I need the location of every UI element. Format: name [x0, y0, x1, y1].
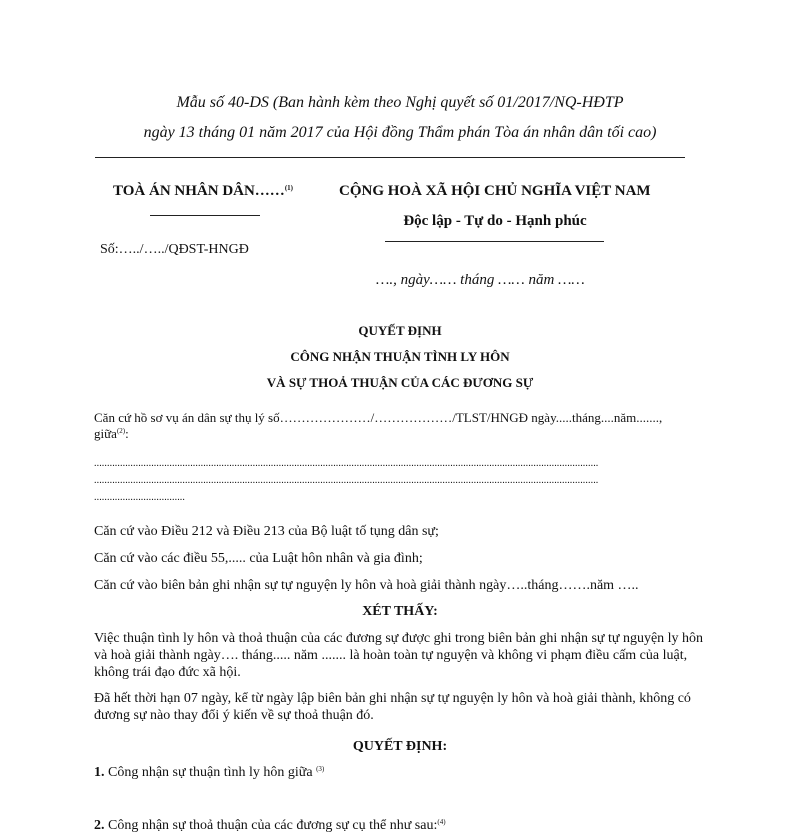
basis-reconciliation-record: Căn cứ vào biên bản ghi nhận sự tự nguyện ly hôn và hoà giải thành ngày…..tháng…….năm …..: [94, 578, 639, 593]
decision-item-2: [94, 818, 446, 834]
finding-paragraph-1: Việc thuận tình ly hôn và thoả thuận của các đương sự được ghi trong biên bản ghi nhận sự tự nguyện ly hôn và hoà giải thành ngày…. tháng..... năm ....... là hoàn toàn tự nguyện và không vi phạm điều cấm của luật, không trái đạo đức xã hội.: [94, 631, 704, 680]
document-subtitle-2: VÀ SỰ THOẢ THUẬN CỦA CÁC ĐƯƠNG SỰ: [266, 375, 534, 390]
basis-parties-footnote: (2): [116, 427, 126, 435]
court-underline: [150, 215, 260, 216]
decision-heading: QUYẾT ĐỊNH:: [352, 739, 448, 754]
decision-item-2-text: Công nhận sự thoả thuận của các đương sự cụ thể như sau:: [104, 818, 438, 833]
finding-heading: XÉT THẤY:: [362, 604, 438, 619]
finding-paragraph-2: Đã hết thời hạn 07 ngày, kể từ ngày lập biên bản ghi nhận sự tự nguyện ly hôn và hoà giải thành, không có đương sự nào thay đổi ý kiến về sự thoả thuận đó.: [94, 691, 691, 723]
decision-item-1-footnote: (3): [316, 765, 325, 773]
decision-item-1: [94, 765, 324, 781]
basis-case-line1: Căn cứ hồ sơ vụ án dân sự thụ lý số…………………/………………/TLST/HNGĐ ngày.....tháng....năm.......,: [94, 410, 663, 425]
form-reference-line1: Mẫu số 40-DS (Ban hành kèm theo Nghị quyết số 01/2017/NQ-HĐTP: [176, 94, 624, 111]
form-reference-line2: ngày 13 tháng 01 năm 2017 của Hội đồng Thẩm phán Tòa án nhân dân tối cao): [143, 124, 657, 141]
decision-number: Số:…../…../QĐST-HNGĐ: [100, 242, 249, 257]
motto-underline: [385, 241, 604, 242]
basis-civil-procedure: Căn cứ vào Điều 212 và Điều 213 của Bộ luật tố tụng dân sự;: [94, 524, 439, 539]
basis-case-line2: [94, 426, 129, 442]
basis-parties-colon: :: [125, 426, 129, 441]
decision-item-2-footnote: (4): [437, 818, 446, 826]
decision-item-1-text: Công nhận sự thuận tình ly hôn giữa: [104, 765, 317, 780]
state-motto: Độc lập - Tự do - Hạnh phúc: [403, 213, 587, 229]
dotted-fill-line-1: ..................................................................................................................................................................................................: [94, 458, 599, 469]
court-name-footnote: (1): [284, 184, 293, 192]
state-name: CỘNG HOÀ XÃ HỘI CHỦ NGHĨA VIỆT NAM: [339, 183, 651, 199]
header-divider: [95, 157, 685, 158]
basis-parties-label: giữa: [94, 426, 117, 441]
decision-item-1-number: 1.: [94, 765, 105, 780]
date-line: …., ngày…… tháng …… năm ……: [376, 272, 585, 288]
dotted-fill-line-3: ...................................: [94, 492, 185, 503]
document-title: QUYẾT ĐỊNH: [358, 323, 442, 338]
decision-item-2-number: 2.: [94, 818, 105, 833]
document-subtitle-1: CÔNG NHẬN THUẬN TÌNH LY HÔN: [290, 349, 510, 364]
court-name: [113, 183, 293, 200]
court-name-text: TOÀ ÁN NHÂN DÂN……: [113, 183, 285, 199]
dotted-fill-line-2: ..................................................................................................................................................................................................: [94, 475, 599, 486]
basis-marriage-law: Căn cứ vào các điều 55,..... của Luật hôn nhân và gia đình;: [94, 551, 423, 566]
